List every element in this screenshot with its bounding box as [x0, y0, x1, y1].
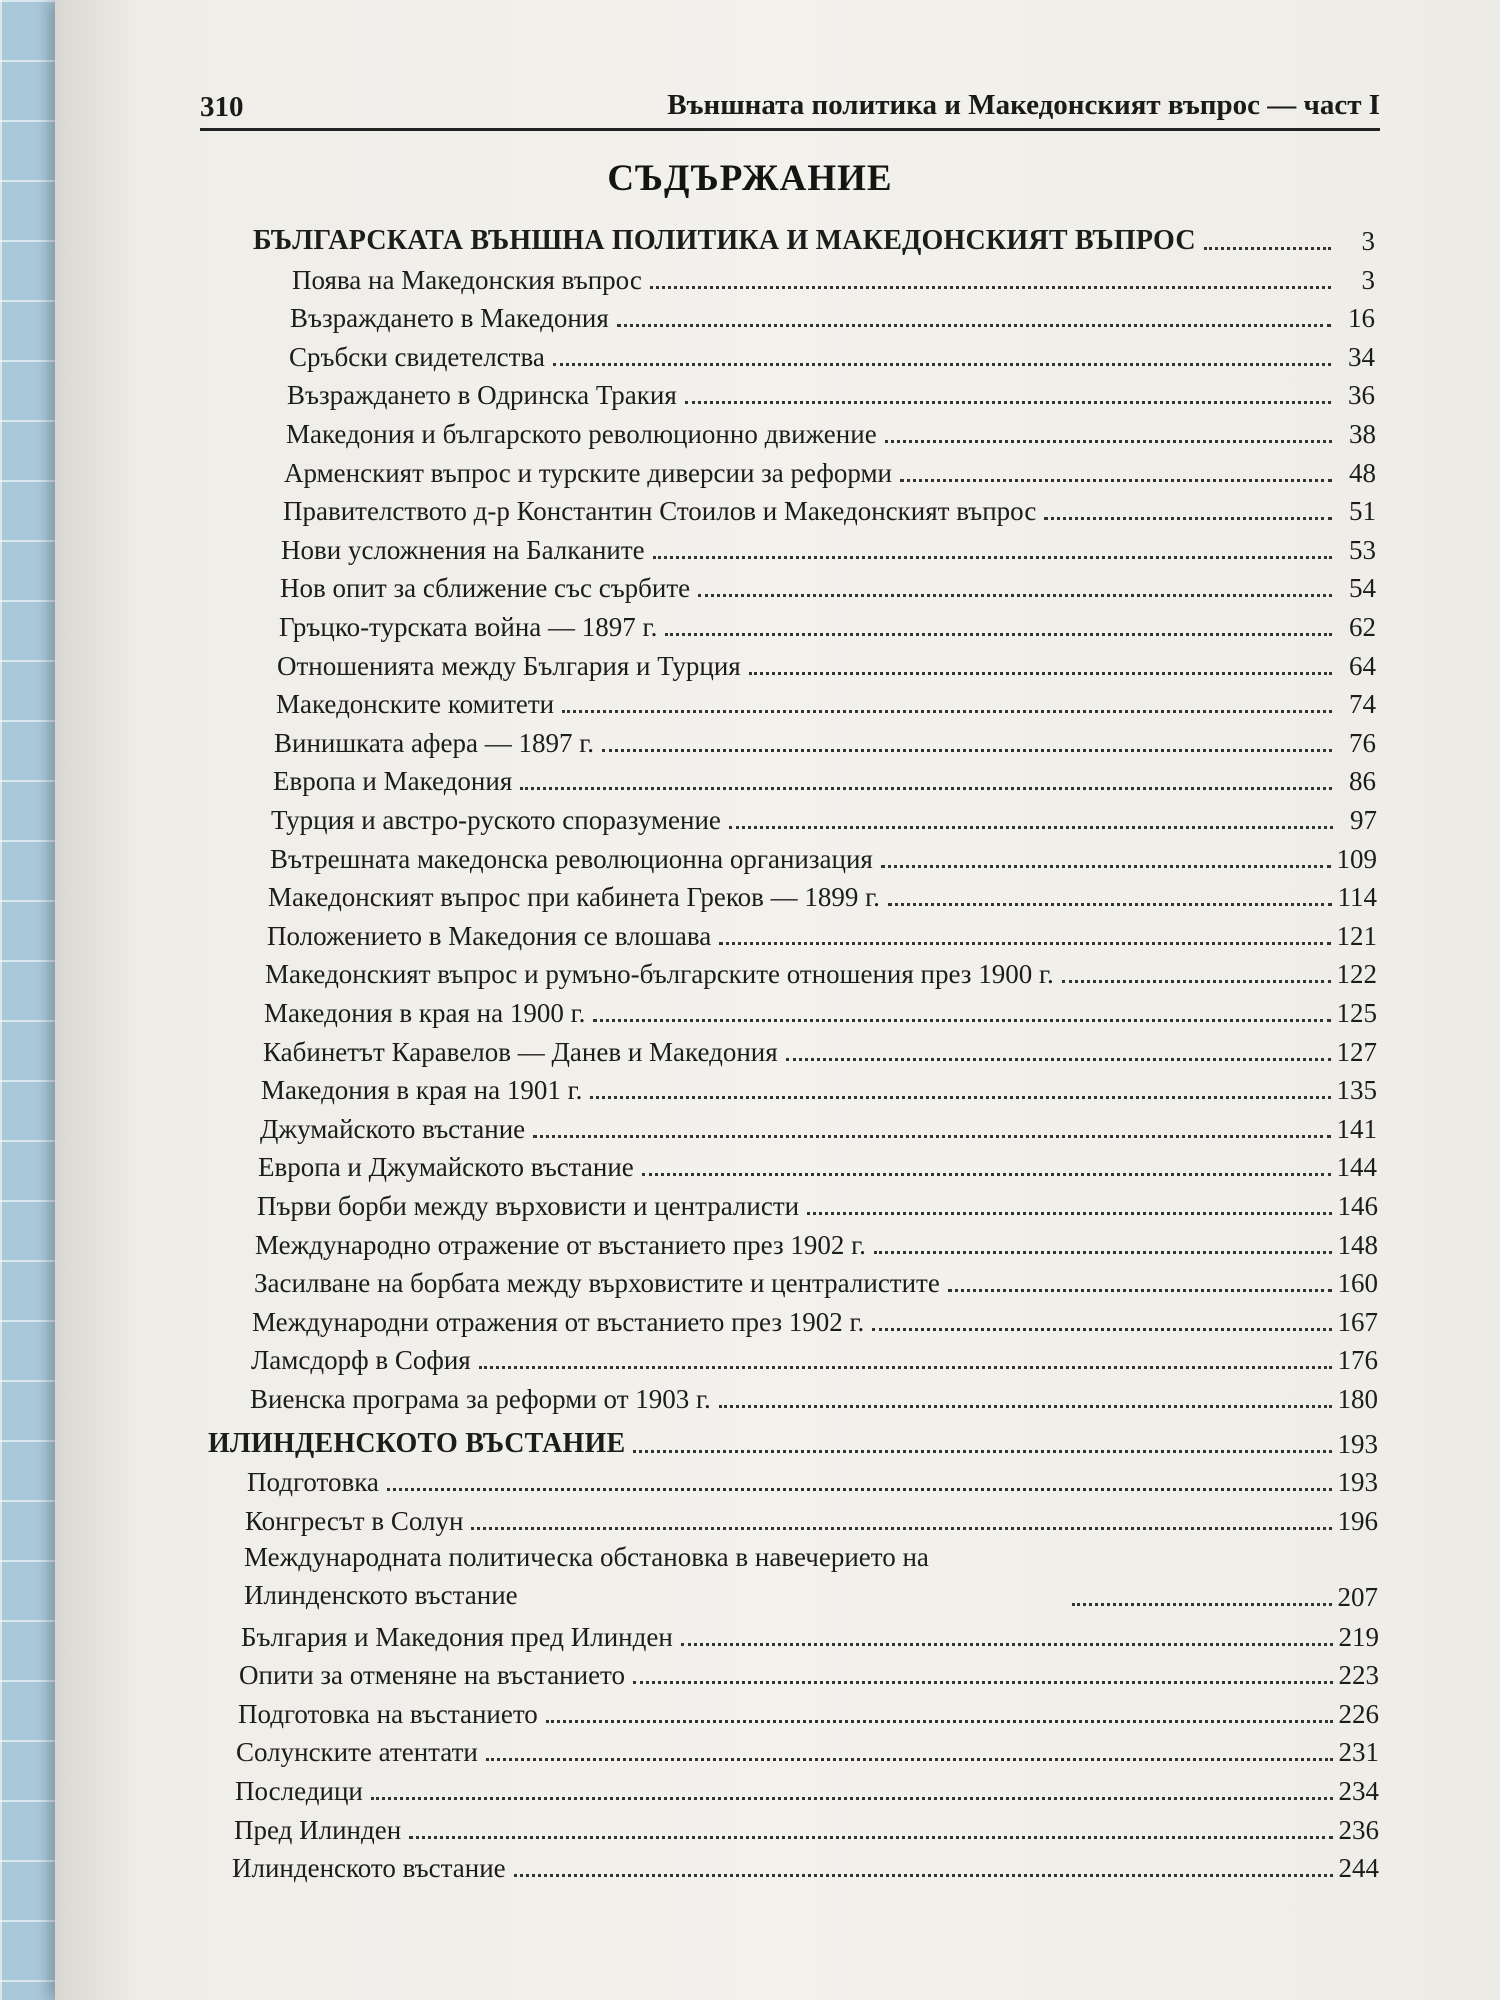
toc-page-number: 86	[1349, 766, 1376, 796]
toc-entry-title: Поява на Македонския въпрос	[292, 265, 642, 295]
dot-leader	[479, 1366, 1332, 1369]
toc-entry-title: Джумайското въстание	[260, 1114, 526, 1144]
toc-entry-title: Подготовка на въстанието	[238, 1699, 538, 1729]
toc-entry	[274, 722, 1376, 760]
toc-entry	[244, 1538, 1378, 1614]
dot-leader	[1044, 517, 1332, 520]
toc-entry-title: Солунските атентати	[236, 1737, 478, 1767]
dot-leader	[749, 672, 1332, 675]
dot-leader	[900, 479, 1332, 482]
toc-entry	[273, 760, 1376, 798]
toc-entry	[268, 876, 1377, 914]
toc-page-number: 114	[1337, 882, 1377, 912]
toc-page-number: 148	[1337, 1230, 1378, 1260]
dot-leader	[562, 710, 1332, 713]
toc-entry-title: Последици	[235, 1776, 363, 1806]
toc-entry-title: Първи борби между върховисти и централисти	[257, 1191, 800, 1221]
toc-entry	[236, 1731, 1379, 1769]
toc-page-number: 193	[1337, 1467, 1378, 1497]
toc-page-number: 135	[1336, 1075, 1377, 1105]
toc-entry-title: Положението в Македония се влошава	[267, 921, 712, 951]
toc-entry	[276, 683, 1376, 721]
toc-entry	[289, 336, 1375, 374]
toc-entry	[284, 452, 1376, 490]
toc-entry-title: Македония и българското революционно движение	[286, 419, 877, 449]
toc-page-number: 244	[1338, 1853, 1379, 1883]
dot-leader	[486, 1758, 1333, 1761]
toc-entry	[255, 1224, 1378, 1262]
toc-entry-title: Винишката афера — 1897 г.	[274, 728, 594, 758]
toc-entry-title: Кабинетът Каравелов — Данев и Македония	[263, 1037, 778, 1067]
dot-leader	[387, 1488, 1332, 1491]
toc-entry	[247, 1461, 1378, 1499]
toc-entry-title: Гръцко-турската война — 1897 г.	[279, 612, 658, 642]
dot-leader	[872, 1328, 1331, 1331]
toc-section-title: ИЛИНДЕНСКОТО ВЪСТАНИЕ	[208, 1428, 626, 1459]
toc-entry	[265, 953, 1377, 991]
toc-page-number: 236	[1338, 1815, 1379, 1845]
toc-page-number: 74	[1349, 689, 1376, 719]
toc-page-number: 144	[1336, 1152, 1377, 1182]
toc-entry-title: Международно отражение от въстанието през 1902 г.	[255, 1230, 866, 1260]
toc-page-number: 219	[1338, 1622, 1379, 1652]
dot-leader	[948, 1289, 1332, 1292]
toc-entry	[277, 645, 1376, 683]
dot-leader	[1062, 980, 1331, 983]
toc-page-number: 146	[1337, 1191, 1378, 1221]
toc-entry-title: Опити за отменяне на въстанието	[239, 1660, 626, 1690]
toc-page-number: 193	[1337, 1429, 1378, 1459]
toc-entry-title: Нови усложнения на Балканите	[281, 535, 645, 565]
toc-entry	[279, 606, 1376, 644]
toc-entry-title: България и Македония пред Илинден	[241, 1622, 673, 1652]
toc-entry	[287, 374, 1375, 412]
toc-section	[208, 1423, 1378, 1461]
toc-page-number: 207	[1337, 1582, 1378, 1612]
dot-leader	[546, 1720, 1333, 1723]
toc-page-number: 76	[1349, 728, 1376, 758]
toc-entry	[283, 490, 1376, 528]
toc-page-number: 16	[1348, 303, 1375, 333]
toc-entry	[234, 1809, 1379, 1847]
dot-leader	[633, 1681, 1332, 1684]
toc-page-number: 38	[1349, 419, 1376, 449]
dot-leader	[617, 324, 1331, 327]
dot-leader	[590, 1096, 1330, 1099]
toc-entry	[258, 1146, 1377, 1184]
dot-leader	[888, 903, 1332, 906]
toc-entry	[232, 1847, 1379, 1885]
toc-entry	[271, 799, 1377, 837]
dot-leader	[642, 1173, 1331, 1176]
toc-entry-title: Нов опит за сближение със сърбите	[280, 573, 691, 603]
toc-entry	[286, 413, 1376, 451]
toc-entry	[235, 1770, 1379, 1808]
toc-entry-title: Сръбски свидетелства	[289, 342, 545, 372]
toc-entry	[254, 1262, 1378, 1300]
dot-leader	[719, 942, 1330, 945]
toc-page-number: 53	[1349, 535, 1376, 565]
toc-entry	[281, 529, 1376, 567]
toc-section-title: БЪЛГАРСКАТА ВЪНШНА ПОЛИТИКА И МАКЕДОНСКИЯТ ВЪПРОС	[253, 225, 1196, 256]
dot-leader	[533, 1135, 1330, 1138]
toc-page-number: 127	[1336, 1037, 1377, 1067]
toc-page-number: 36	[1348, 380, 1375, 410]
dot-leader	[681, 1643, 1333, 1646]
dot-leader	[514, 1874, 1333, 1877]
toc-entry-title: Ламсдорф в София	[251, 1345, 471, 1375]
toc-entry-title: Македонските комитети	[276, 689, 555, 719]
toc-entry-title: Виенска програма за реформи от 1903 г.	[250, 1384, 711, 1414]
toc-entry-title: Европа и Джумайското въстание	[258, 1152, 634, 1182]
toc-page-number: 121	[1336, 921, 1377, 951]
toc-page-number: 141	[1336, 1114, 1377, 1144]
toc-entry-title: Възраждането в Македония	[290, 303, 609, 333]
dot-leader	[665, 633, 1332, 636]
toc-entry	[263, 1031, 1377, 1069]
dot-leader	[653, 556, 1332, 559]
toc-page-number: 3	[1361, 265, 1375, 295]
toc-page-number: 3	[1361, 226, 1375, 256]
toc-page-number: 97	[1350, 805, 1377, 835]
dot-leader	[520, 787, 1332, 790]
dot-leader	[553, 363, 1331, 366]
toc-page-number: 109	[1336, 844, 1377, 874]
toc-page-number: 125	[1336, 998, 1377, 1028]
toc-entry-title: Международни отражения от въстанието през 1902 г.	[252, 1307, 865, 1337]
toc-entry-title: Пред Илинден	[234, 1815, 402, 1845]
toc-page-number: 122	[1336, 959, 1377, 989]
toc-entry-title: Правителството д-р Константин Стоилов и Македонският въпрос	[283, 496, 1037, 526]
toc-page-number: 231	[1338, 1737, 1379, 1767]
running-title: Външната политика и Македонският въпрос — част I	[667, 89, 1380, 121]
toc-entry	[238, 1693, 1379, 1731]
toc-entry-title: Конгресът в Солун	[245, 1506, 464, 1536]
toc-page-number: 234	[1338, 1776, 1379, 1806]
dot-leader	[1204, 247, 1331, 250]
dot-leader	[1072, 1603, 1332, 1606]
toc-entry	[241, 1616, 1379, 1654]
toc-section	[253, 220, 1375, 258]
toc-page-number: 167	[1337, 1307, 1378, 1337]
dot-leader	[685, 401, 1331, 404]
toc-page-number: 64	[1349, 651, 1376, 681]
toc-page-number: 196	[1337, 1506, 1378, 1536]
toc-entry-title: Македонският въпрос и румъно-българските отношения през 1900 г.	[265, 959, 1054, 989]
toc-entry	[267, 915, 1377, 953]
toc-entry-title: Европа и Македония	[273, 766, 513, 796]
page-number: 310	[200, 91, 244, 123]
toc-page-number: 180	[1337, 1384, 1378, 1414]
toc-entry	[280, 567, 1376, 605]
dot-leader	[881, 865, 1331, 868]
table-of-contents	[0, 220, 1500, 1990]
toc-entry	[290, 297, 1375, 335]
toc-entry-title: Вътрешната македонска революционна организация	[270, 844, 873, 874]
toc-entry	[270, 838, 1377, 876]
dot-leader	[729, 826, 1333, 829]
dot-leader	[650, 286, 1331, 289]
toc-page-number: 226	[1338, 1699, 1379, 1729]
toc-entry	[251, 1339, 1378, 1377]
page-header	[200, 82, 1380, 131]
dot-leader	[633, 1450, 1331, 1453]
toc-entry-title: Македонският въпрос при кабинета Греков — 1899 г.	[268, 882, 880, 912]
toc-entry-title: Подготовка	[247, 1467, 379, 1497]
toc-entry-title: Македония в края на 1901 г.	[261, 1075, 583, 1105]
toc-page-number: 51	[1349, 496, 1376, 526]
toc-entry-title: Засилване на борбата между върховистите и централистите	[254, 1268, 940, 1298]
toc-heading: СЪДЪРЖАНИЕ	[607, 158, 893, 199]
toc-entry	[292, 259, 1375, 297]
dot-leader	[409, 1836, 1332, 1839]
dot-leader	[786, 1058, 1331, 1061]
toc-entry	[250, 1378, 1378, 1416]
toc-entry	[239, 1654, 1379, 1692]
toc-entry-title: Отношенията между България и Турция	[277, 651, 741, 681]
toc-page-number: 34	[1348, 342, 1375, 372]
toc-page-number: 223	[1338, 1660, 1379, 1690]
toc-page-number: 54	[1349, 573, 1376, 603]
dot-leader	[807, 1212, 1331, 1215]
dot-leader	[593, 1019, 1330, 1022]
toc-entry-title: Илинденското въстание	[232, 1853, 506, 1883]
toc-entry-title: Македония в края на 1900 г.	[264, 998, 586, 1028]
toc-page-number: 48	[1349, 458, 1376, 488]
toc-entry-title: Международната политическа обстановка в навечерието на Илинденското въстание	[244, 1542, 929, 1610]
toc-entry-title: Турция и австро-руското споразумение	[271, 805, 721, 835]
dot-leader	[885, 440, 1332, 443]
dot-leader	[371, 1797, 1333, 1800]
dot-leader	[874, 1251, 1332, 1254]
toc-entry	[252, 1301, 1378, 1339]
toc-page-number: 176	[1337, 1345, 1378, 1375]
toc-entry	[257, 1185, 1378, 1223]
toc-page-number: 62	[1349, 612, 1376, 642]
toc-entry-title: Възраждането в Одринска Тракия	[287, 380, 677, 410]
dot-leader	[719, 1405, 1332, 1408]
toc-entry	[264, 992, 1377, 1030]
dot-leader	[698, 594, 1332, 597]
toc-entry-title: Арменският въпрос и турските диверсии за реформи	[284, 458, 892, 488]
toc-page-number: 160	[1337, 1268, 1378, 1298]
toc-entry	[260, 1108, 1377, 1146]
dot-leader	[602, 749, 1332, 752]
toc-entry	[245, 1500, 1378, 1538]
dot-leader	[471, 1527, 1331, 1530]
toc-entry	[261, 1069, 1377, 1107]
